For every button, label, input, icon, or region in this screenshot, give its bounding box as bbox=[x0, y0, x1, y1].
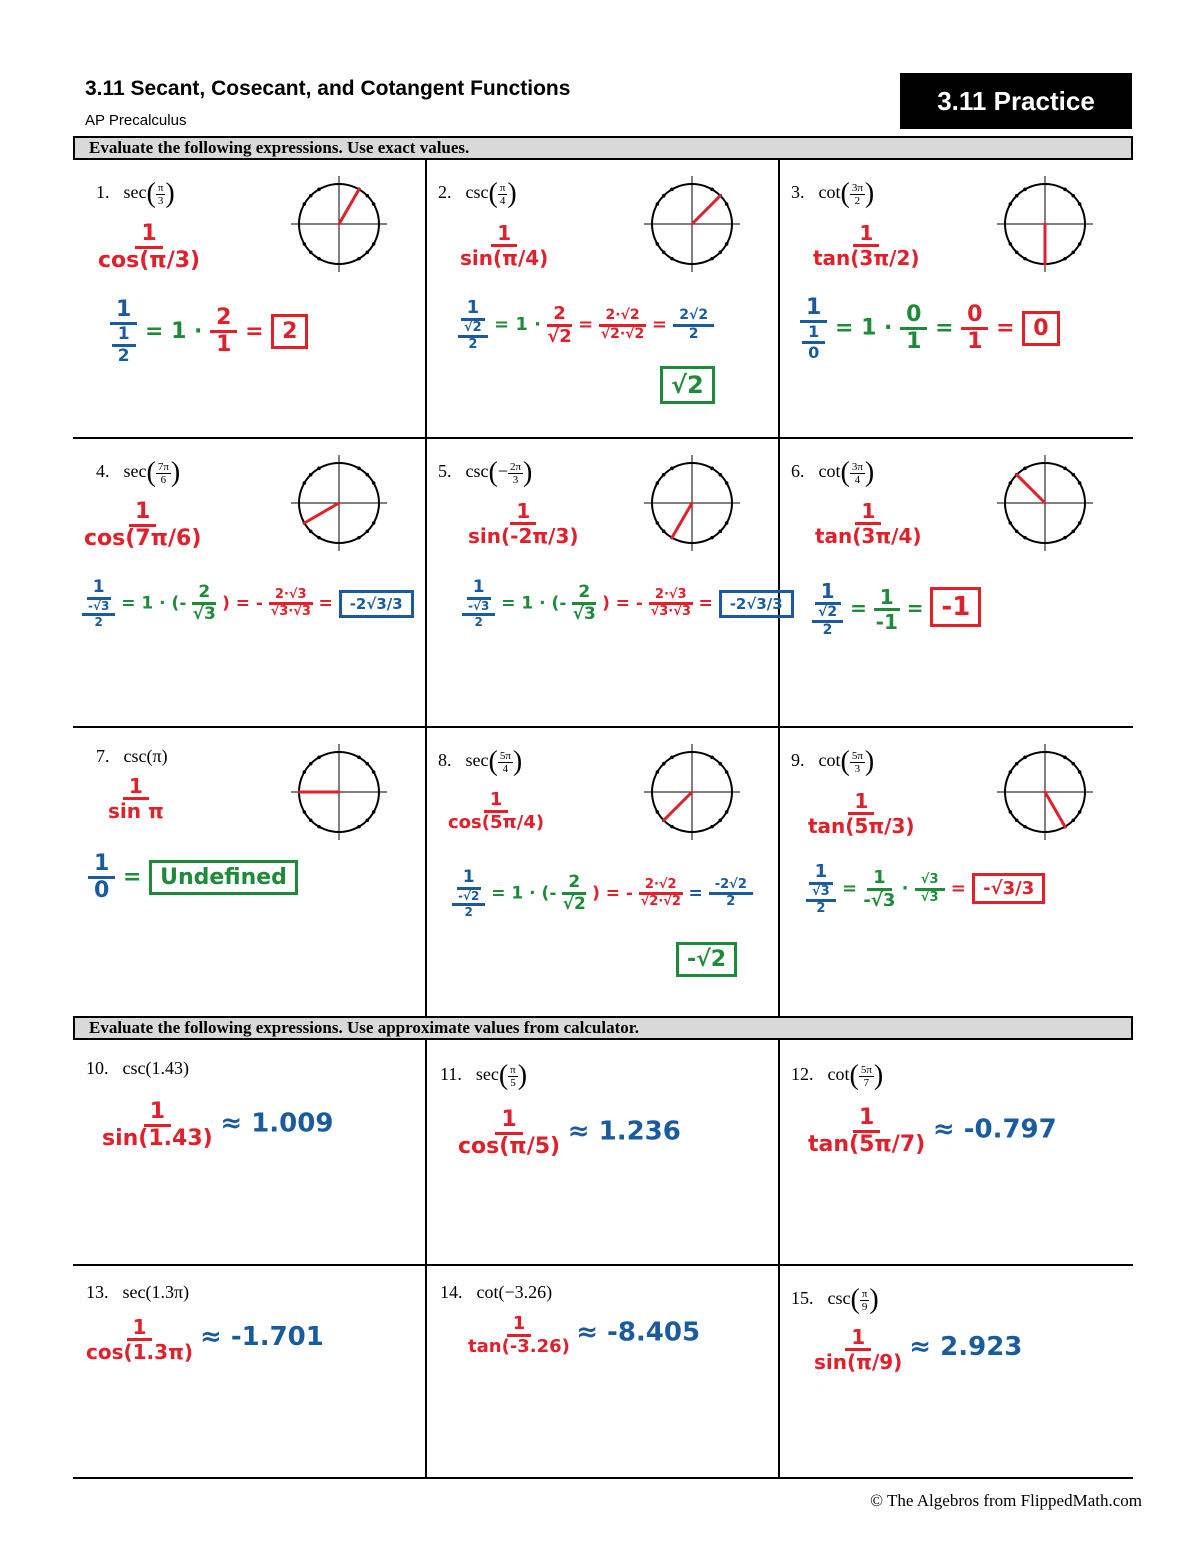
problem-9: 9. cot( $\frac{5\pi}{3}$ ) bbox=[791, 746, 875, 777]
handwritten-work: $\frac{1}{\tan(-3.26)}$ ≈ -8.405 bbox=[468, 1313, 701, 1357]
unit-circle-diagram bbox=[272, 168, 417, 280]
circle-point bbox=[1063, 467, 1067, 471]
circle-point bbox=[317, 756, 321, 760]
handwritten-work: $\frac{1}{\frac{-√2}{2}}$ = 1 · (- $\frac{2}{√2}$ ) = - $\frac{2\cdot√2}{√2\cdot√2}$ = $\frac{-2√2}{2}$ bbox=[452, 868, 753, 919]
unit-circle-diagram bbox=[625, 736, 770, 848]
circle-point bbox=[317, 257, 321, 261]
circle-point bbox=[365, 250, 369, 254]
handwritten-work: $\frac{1}{\frac{-√3}{2}}$ = 1 · (- $\frac{2}{√3}$ ) = - $\frac{2\cdot√3}{√3\cdot√3}$ = -2√3/3 bbox=[462, 578, 794, 629]
circle-point bbox=[372, 481, 376, 485]
terminal-ray bbox=[664, 792, 692, 820]
circle-point bbox=[710, 188, 714, 192]
circle-point bbox=[1063, 257, 1067, 261]
problem-15: 15. csc( $\frac{\pi}{9}$ ) bbox=[791, 1284, 879, 1315]
unit-circle-diagram bbox=[978, 168, 1123, 280]
circle-point bbox=[372, 242, 376, 246]
circle-point bbox=[1009, 481, 1013, 485]
circle-point bbox=[725, 810, 729, 814]
circle-point bbox=[670, 756, 674, 760]
handwritten-work: $\frac{1}{\sin(1.43)}$ ≈ 1.009 bbox=[102, 1099, 334, 1152]
circle-point bbox=[656, 770, 660, 774]
terminal-ray bbox=[1045, 792, 1065, 827]
circle-point bbox=[1063, 536, 1067, 540]
circle-point bbox=[725, 521, 729, 525]
handwritten-step: $\frac{1}{\tan(3\pi/2)}$ bbox=[813, 221, 920, 270]
circle-point bbox=[1071, 473, 1075, 477]
circle-point bbox=[1009, 242, 1013, 246]
problem-12: 12. cot( $\frac{5\pi}{7}$ ) bbox=[791, 1060, 884, 1091]
circle-point bbox=[309, 762, 313, 766]
problem-2: 2. csc( $\frac{\pi}{4}$ ) bbox=[438, 178, 517, 209]
circle-point bbox=[662, 250, 666, 254]
handwritten-step: $\frac{1}{\tan(3\pi/4)}$ bbox=[815, 499, 922, 548]
terminal-ray bbox=[692, 196, 720, 224]
circle-point bbox=[710, 467, 714, 471]
unit-circle-diagram bbox=[272, 736, 417, 848]
unit-circle-diagram bbox=[625, 168, 770, 280]
circle-point bbox=[365, 194, 369, 198]
grid-divider bbox=[73, 437, 1133, 439]
circle-point bbox=[1009, 770, 1013, 774]
circle-point bbox=[1015, 818, 1019, 822]
circle-point bbox=[1023, 467, 1027, 471]
handwritten-step: $\frac{1}{\cos(5\pi/4)}$ bbox=[448, 789, 545, 833]
circle-point bbox=[1078, 810, 1082, 814]
handwritten-work: $\frac{1}{\frac{1}{2}}$ = 1 · $\frac{2}{1}$ = 2 bbox=[110, 298, 308, 366]
grid-divider bbox=[73, 726, 1133, 728]
circle-point bbox=[303, 810, 307, 814]
handwritten-work: $\frac{1}{\frac{√2}{2}}$ = $\frac{1}{-1}$ = -1 bbox=[812, 580, 981, 639]
circle-point bbox=[662, 194, 666, 198]
unit-circle-diagram bbox=[978, 736, 1123, 848]
circle-point bbox=[303, 481, 307, 485]
circle-point bbox=[1063, 756, 1067, 760]
circle-point bbox=[725, 242, 729, 246]
circle-point bbox=[317, 825, 321, 829]
handwritten-step: $\frac{1}{\tan(5\pi/3)}$ bbox=[808, 789, 915, 838]
circle-point bbox=[365, 818, 369, 822]
terminal-ray bbox=[672, 503, 692, 538]
circle-point bbox=[725, 770, 729, 774]
unit-circle-diagram bbox=[978, 447, 1123, 559]
circle-point bbox=[1071, 818, 1075, 822]
circle-point bbox=[656, 242, 660, 246]
circle-point bbox=[662, 473, 666, 477]
circle-point bbox=[365, 473, 369, 477]
circle-point bbox=[662, 529, 666, 533]
practice-badge: 3.11 Practice bbox=[900, 73, 1132, 129]
circle-point bbox=[710, 756, 714, 760]
circle-point bbox=[365, 762, 369, 766]
problem-4: 4. sec( $\frac{7\pi}{6}$ ) bbox=[96, 457, 181, 488]
circle-point bbox=[372, 810, 376, 814]
problem-6: 6. cot( $\frac{3\pi}{4}$ ) bbox=[791, 457, 875, 488]
copyright-footer: © The Algebros from FlippedMath.com bbox=[870, 1491, 1142, 1510]
circle-point bbox=[1078, 770, 1082, 774]
problem-7: 7. csc(π) bbox=[96, 746, 168, 766]
page-title: 3.11 Secant, Cosecant, and Cotangent Functions bbox=[85, 77, 571, 100]
circle-point bbox=[357, 536, 361, 540]
circle-point bbox=[670, 257, 674, 261]
circle-point bbox=[1071, 529, 1075, 533]
handwritten-work: $\frac{1}{\frac{-√3}{2}}$ = 1 · (- $\frac{2}{√3}$ ) = - $\frac{2\cdot√3}{√3\cdot√3}$ = -2√3/3 bbox=[82, 578, 414, 629]
circle-point bbox=[670, 825, 674, 829]
circle-point bbox=[1071, 762, 1075, 766]
circle-point bbox=[662, 762, 666, 766]
problem-1: 1. sec( $\frac{\pi}{3}$ ) bbox=[96, 178, 175, 209]
circle-point bbox=[309, 250, 313, 254]
circle-point bbox=[309, 194, 313, 198]
section-instructions-approx: Evaluate the following expressions. Use approximate values from calculator. bbox=[73, 1016, 1133, 1040]
circle-point bbox=[1078, 202, 1082, 206]
circle-point bbox=[725, 481, 729, 485]
circle-point bbox=[718, 818, 722, 822]
handwritten-work: $\frac{1}{\cos(\pi/5)}$ ≈ 1.236 bbox=[458, 1107, 681, 1160]
circle-point bbox=[1023, 257, 1027, 261]
problem-3: 3. cot( $\frac{3\pi}{2}$ ) bbox=[791, 178, 875, 209]
problem-5: 5. csc(− $\frac{2\pi}{3}$ ) bbox=[438, 457, 533, 488]
circle-point bbox=[656, 202, 660, 206]
circle-point bbox=[710, 257, 714, 261]
circle-point bbox=[1078, 521, 1082, 525]
handwritten-work: $\frac{1}{\frac{√2}{2}}$ = 1 · $\frac{2}{√2}$ = $\frac{2\cdot√2}{√2\cdot√2}$ = $\frac{2√2}{2}$ bbox=[458, 298, 714, 352]
circle-point bbox=[1023, 536, 1027, 540]
circle-point bbox=[365, 529, 369, 533]
circle-point bbox=[357, 467, 361, 471]
circle-point bbox=[656, 481, 660, 485]
circle-point bbox=[1009, 810, 1013, 814]
circle-point bbox=[725, 202, 729, 206]
handwritten-step: $\frac{1}{\text{sin π}}$ bbox=[108, 774, 164, 823]
circle-point bbox=[317, 536, 321, 540]
circle-point bbox=[1023, 825, 1027, 829]
problem-14: 14. cot(−3.26) bbox=[440, 1282, 553, 1302]
circle-point bbox=[710, 825, 714, 829]
circle-point bbox=[317, 467, 321, 471]
circle-point bbox=[357, 257, 361, 261]
handwritten-work: $\frac{1}{\frac{1}{0}}$ = 1 · $\frac{0}{1}$ = $\frac{0}{1}$ = 0 bbox=[800, 296, 1060, 361]
circle-point bbox=[1023, 188, 1027, 192]
handwritten-work: $\frac{1}{\cos(1.3\pi)}$ ≈ -1.701 bbox=[86, 1315, 324, 1364]
circle-point bbox=[1009, 521, 1013, 525]
handwritten-step: $\frac{1}{\cos(7\pi/6)}$ bbox=[84, 499, 202, 552]
answer-box: -√2 bbox=[676, 942, 737, 977]
circle-point bbox=[372, 770, 376, 774]
problem-10: 10. csc(1.43) bbox=[86, 1058, 189, 1078]
circle-point bbox=[1071, 194, 1075, 198]
course-name: AP Precalculus bbox=[85, 112, 187, 129]
handwritten-work: $\frac{1}{\tan(5\pi/7)}$ ≈ -0.797 bbox=[808, 1105, 1057, 1158]
circle-point bbox=[1015, 194, 1019, 198]
circle-point bbox=[1063, 188, 1067, 192]
circle-point bbox=[1015, 250, 1019, 254]
circle-point bbox=[309, 529, 313, 533]
answer-box: √2 bbox=[660, 366, 715, 404]
circle-point bbox=[670, 188, 674, 192]
terminal-ray bbox=[339, 189, 359, 224]
section-instructions-exact: Evaluate the following expressions. Use exact values. bbox=[73, 136, 1133, 160]
problem-13: 13. sec(1.3π) bbox=[86, 1282, 190, 1302]
circle-point bbox=[303, 242, 307, 246]
circle-point bbox=[656, 810, 660, 814]
circle-point bbox=[1078, 481, 1082, 485]
circle-point bbox=[1009, 202, 1013, 206]
grid-divider bbox=[778, 1040, 780, 1478]
handwritten-step: $\frac{1}{\sin(\pi/4)}$ bbox=[460, 221, 549, 270]
circle-point bbox=[718, 529, 722, 533]
handwritten-work: $\frac{1}{0}$ = Undefined bbox=[88, 852, 298, 903]
circle-point bbox=[309, 818, 313, 822]
circle-point bbox=[1071, 250, 1075, 254]
grid-divider bbox=[425, 160, 427, 1016]
circle-point bbox=[710, 536, 714, 540]
handwritten-work: $\frac{1}{\frac{√3}{2}}$ = $\frac{1}{-√3}$ · $\frac{√3}{√3}$ = -√3/3 bbox=[806, 862, 1045, 916]
terminal-ray bbox=[1017, 475, 1045, 503]
terminal-ray bbox=[304, 503, 339, 523]
circle-point bbox=[357, 825, 361, 829]
circle-point bbox=[357, 756, 361, 760]
circle-point bbox=[372, 521, 376, 525]
circle-point bbox=[1023, 756, 1027, 760]
circle-point bbox=[303, 202, 307, 206]
circle-point bbox=[656, 521, 660, 525]
grid-divider bbox=[425, 1040, 427, 1478]
handwritten-step: $\frac{1}{\cos(\pi/3)}$ bbox=[98, 221, 201, 274]
circle-point bbox=[317, 188, 321, 192]
handwritten-work: $\frac{1}{\sin(\pi/9)}$ ≈ 2.923 bbox=[814, 1325, 1023, 1374]
circle-point bbox=[718, 250, 722, 254]
unit-circle-diagram bbox=[272, 447, 417, 559]
unit-circle-diagram bbox=[625, 447, 770, 559]
circle-point bbox=[718, 762, 722, 766]
circle-point bbox=[309, 473, 313, 477]
circle-point bbox=[718, 473, 722, 477]
problem-11: 11. sec( $\frac{\pi}{5}$ ) bbox=[440, 1060, 528, 1091]
grid-divider bbox=[73, 1264, 1133, 1266]
circle-point bbox=[1015, 529, 1019, 533]
circle-point bbox=[1015, 762, 1019, 766]
circle-point bbox=[372, 202, 376, 206]
handwritten-step: $\frac{1}{\sin(-2\pi/3)}$ bbox=[468, 499, 579, 548]
circle-point bbox=[1078, 242, 1082, 246]
circle-point bbox=[303, 770, 307, 774]
circle-point bbox=[670, 467, 674, 471]
grid-divider bbox=[73, 1477, 1133, 1479]
problem-8: 8. sec( $\frac{5\pi}{4}$ ) bbox=[438, 746, 523, 777]
